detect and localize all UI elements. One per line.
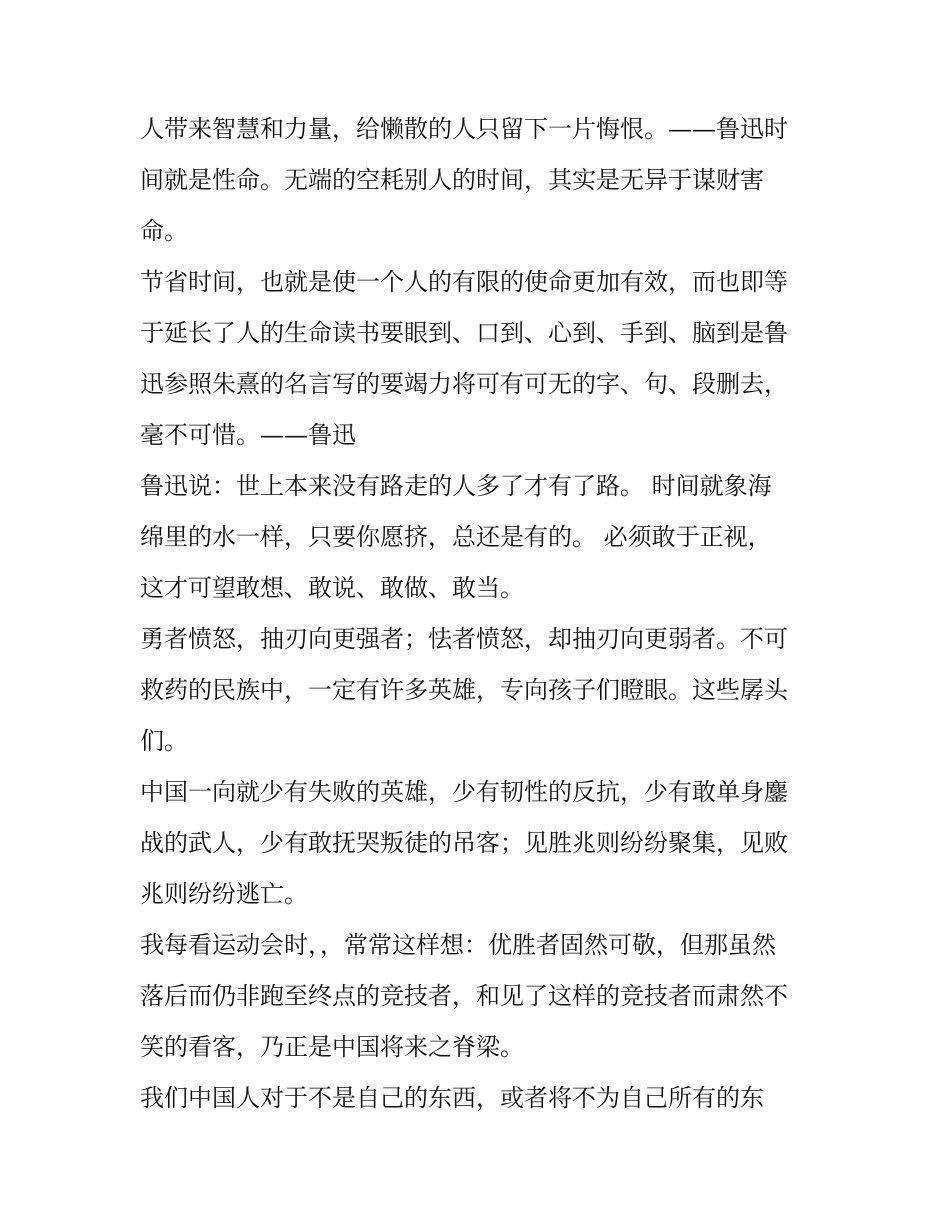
text-line: 迅参照朱熹的名言写的要竭力将可有可无的字、句、段删去，: [140, 370, 788, 398]
text-line: 勇者愤怒，抽刃向更强者；怯者愤怒，却抽刃向更弱者。不可: [140, 625, 788, 653]
text-line: 救药的民族中，一定有许多英雄，专向孩子们瞪眼。这些孱头: [140, 676, 788, 704]
text-line: 毫不可惜。——鲁迅: [140, 421, 356, 449]
text-line: 我每看运动会时，，常常这样想：优胜者固然可敬，但那虽然: [140, 931, 776, 959]
text-line: 于延长了人的生命读书要眼到、口到、心到、手到、脑到是鲁: [140, 319, 788, 347]
text-line: 中国一向就少有失败的英雄，少有韧性的反抗，少有敢单身鏖: [140, 778, 788, 806]
text-line: 绵里的水一样，只要你愿挤，总还是有的。 必须敢于正视，: [140, 523, 772, 551]
text-line: 人带来智慧和力量，给懒散的人只留下一片悔恨。——鲁迅时: [140, 115, 788, 143]
text-line: 命。: [140, 217, 188, 245]
text-line: 我们中国人对于不是自己的东西，或者将不为自己所有的东: [140, 1084, 764, 1112]
text-line: 这才可望敢想、敢说、敢做、敢当。: [140, 574, 524, 602]
text-line: 落后而仍非跑至终点的竞技者，和见了这样的竞技者而肃然不: [140, 982, 788, 1010]
text-line: 间就是性命。无端的空耗别人的时间，其实是无异于谋财害: [140, 166, 764, 194]
document-body: [140, 104, 830, 1124]
text-line: 节省时间，也就是使一个人的有限的使命更加有效，而也即等: [140, 268, 788, 296]
text-line: 兆则纷纷逃亡。: [140, 880, 308, 908]
text-line: 鲁迅说：世上本来没有路走的人多了才有了路。 时间就象海: [140, 472, 772, 500]
text-line: 战的武人，少有敢抚哭叛徒的吊客；见胜兆则纷纷聚集，见败: [140, 829, 788, 857]
text-line: 们。: [140, 727, 188, 755]
text-line: 笑的看客，乃正是中国将来之脊梁。: [140, 1033, 524, 1061]
